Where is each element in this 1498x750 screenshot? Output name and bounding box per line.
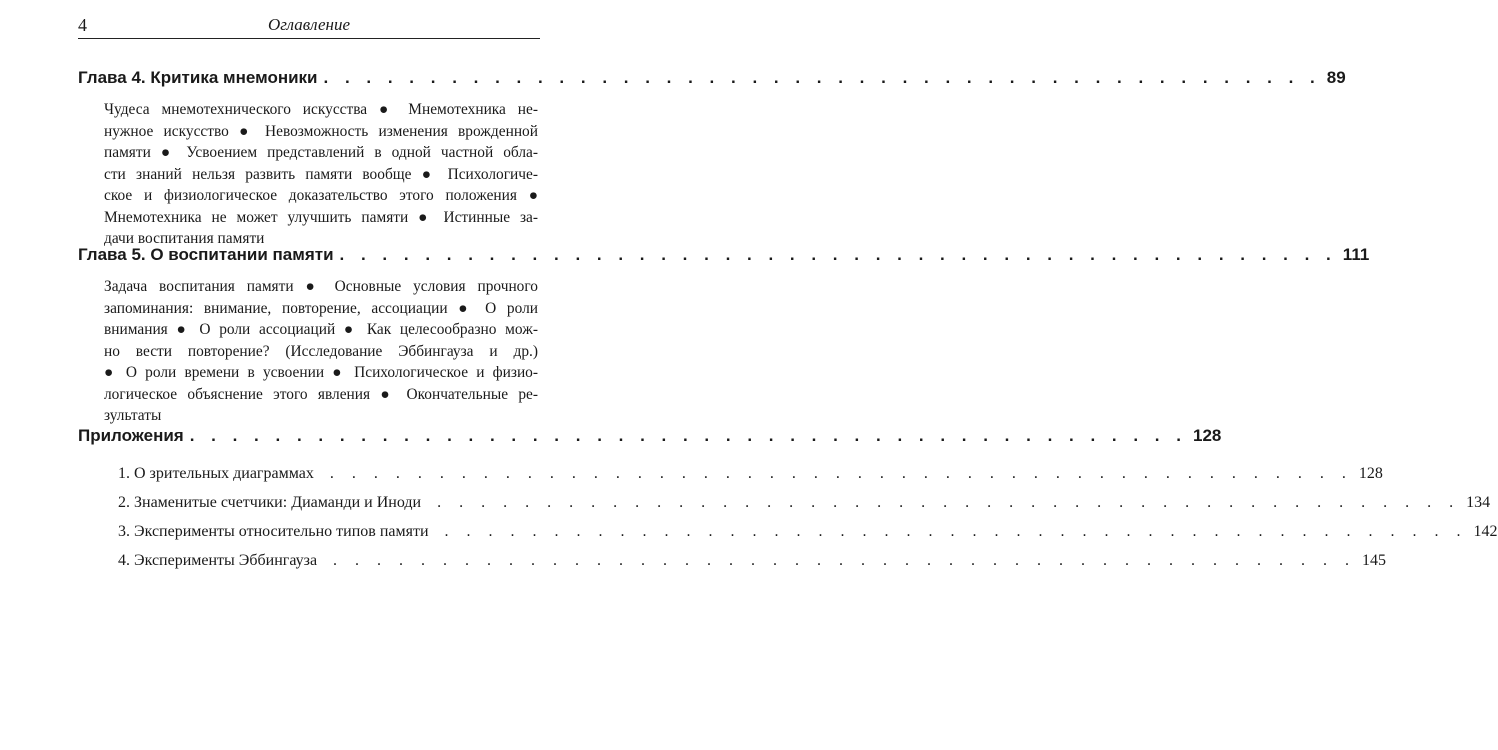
description-line: дачи воспитания памяти: [104, 230, 265, 247]
chapter-title: Глава 4. Критика мнемоники: [78, 68, 318, 87]
appendix-list: [78, 459, 1498, 575]
toc-entry-chapter-5: [78, 244, 1370, 427]
dot-leader: . . . . . . . . . . . . . . . . . . . . . . . . . . . . . . . . . . . . . . . . . . . . . . .: [437, 494, 1461, 511]
chapter-description: [104, 276, 538, 427]
description-line: памяти ● Усвоением представлений в одной частной обла-: [104, 144, 538, 161]
chapter-page-number: 111: [1342, 245, 1370, 264]
appendix-item-page: 142: [1473, 523, 1498, 540]
appendix-item-page: 134: [1466, 494, 1491, 511]
description-line: ● О роли времени в усвоении ● Психологическое и физио-: [104, 364, 538, 381]
description-line: но вести повторение? (Исследование Эббингауза и др.): [104, 342, 538, 360]
chapter-heading: [78, 244, 1370, 266]
description-line: сти знаний нельзя развить памяти вообще ● Психологиче-: [104, 165, 538, 183]
chapter-description: [104, 99, 538, 250]
dot-leader: . . . . . . . . . . . . . . . . . . . . . . . . . . . . . . . . . . . . . . . . . . . . . . .: [339, 245, 1337, 264]
toc-entry-appendix: [78, 425, 1498, 575]
appendix-item: [118, 546, 1387, 575]
dot-leader: . . . . . . . . . . . . . . . . . . . . . . . . . . . . . . . . . . . . . . . . . . . . . . .: [189, 426, 1187, 445]
description-line: Задача воспитания памяти ● Основные условия прочного: [104, 278, 538, 295]
description-line: Мнемотехника не может улучшить памяти ● Истинные за-: [104, 208, 538, 226]
chapter-heading: [78, 67, 1346, 89]
running-title: Оглавление: [267, 15, 351, 34]
running-header: [78, 14, 540, 39]
description-line: запоминания: внимание, повторение, ассоциации ● О роли: [104, 299, 538, 317]
appendix-item-label: 4. Эксперименты Эббингауза: [118, 552, 318, 569]
appendix-heading: [78, 425, 1222, 447]
dot-leader: . . . . . . . . . . . . . . . . . . . . . . . . . . . . . . . . . . . . . . . . . . . . . . .: [333, 552, 1357, 569]
appendix-item-page: 128: [1358, 465, 1383, 482]
dot-leader: . . . . . . . . . . . . . . . . . . . . . . . . . . . . . . . . . . . . . . . . . . . . . . .: [323, 68, 1321, 87]
appendix-page-number: 128: [1192, 426, 1222, 445]
description-line: зультаты: [104, 407, 162, 424]
appendix-item: [118, 488, 1491, 517]
description-line: внимания ● О роли ассоциаций ● Как целесообразно мож-: [104, 321, 538, 338]
dot-leader: . . . . . . . . . . . . . . . . . . . . . . . . . . . . . . . . . . . . . . . . . . . . . . .: [444, 523, 1468, 540]
appendix-title: Приложения: [78, 426, 184, 445]
dot-leader: . . . . . . . . . . . . . . . . . . . . . . . . . . . . . . . . . . . . . . . . . . . . . . .: [329, 465, 1353, 482]
appendix-item-label: 2. Знаменитые счетчики: Диаманди и Иноди: [118, 494, 422, 511]
chapter-title: Глава 5. О воспитании памяти: [78, 245, 334, 264]
description-line: логическое объяснение этого явления ● Окончательные ре-: [104, 385, 538, 403]
description-line: Чудеса мнемотехнического искусства ● Мнемотехника не-: [104, 101, 538, 118]
appendix-item-label: 1. О зрительных диаграммах: [118, 465, 314, 482]
description-line: нужное искусство ● Невозможность изменения врожденной: [104, 122, 538, 140]
appendix-item: [118, 517, 1498, 546]
appendix-item: [118, 459, 1383, 488]
description-line: ское и физиологическое доказательство этого положения ●: [104, 187, 538, 204]
toc-entry-chapter-4: [78, 67, 1346, 250]
chapter-page-number: 89: [1326, 68, 1346, 87]
appendix-item-page: 145: [1362, 552, 1387, 569]
page-number: 4: [78, 15, 87, 35]
appendix-item-label: 3. Эксперименты относительно типов памяти: [118, 523, 429, 540]
